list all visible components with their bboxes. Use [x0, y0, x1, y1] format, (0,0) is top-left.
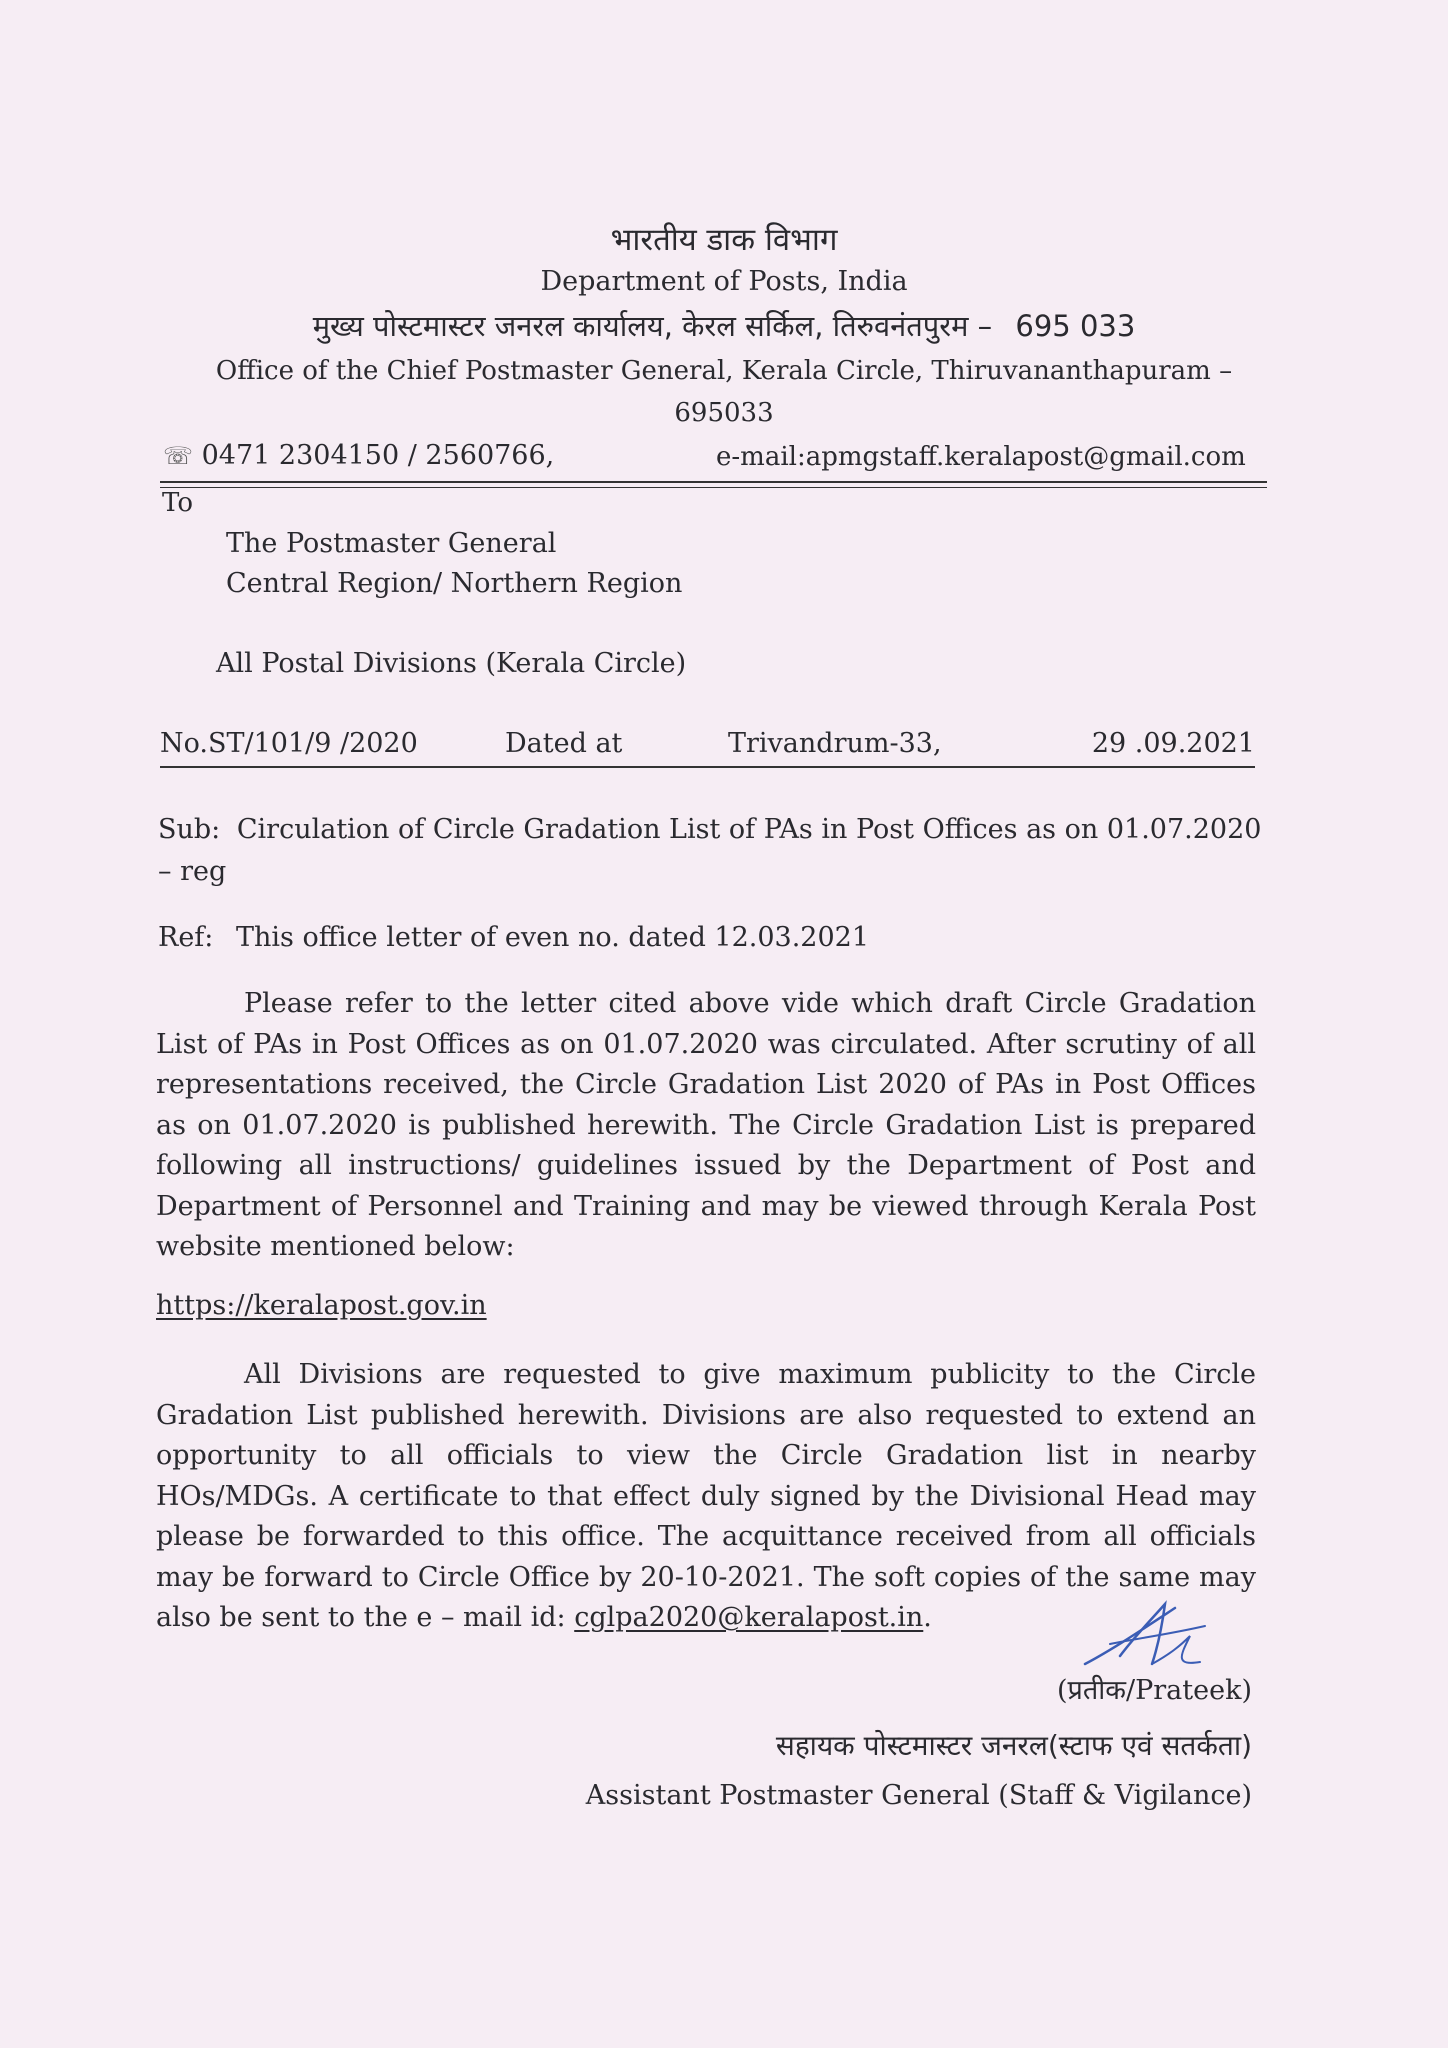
signature-stroke-1: [1085, 1608, 1175, 1664]
subject: [158, 814, 1261, 845]
ref-text: This office letter of even no. dated 12.03.2021: [236, 922, 870, 953]
addressee-line-1: The Postmaster General: [226, 528, 557, 559]
body-paragraph-2-text: All Divisions are requested to give maximum publicity to the Circle Gradation List published herewith. Divisions are also requested to extend an opportunity to all officials to view the Circle Gradation list in nearby HOs/MDGs. A certificate to that effect duly signed by the Divisional Head may please be forwarded to this office. The acquittance received from all officials may be forward to Circle Office by 20-10-2021. The soft copies of the same may also be sent to the e – mail id:: [156, 1359, 1256, 1633]
contact-email-link[interactable]: cglpa2020@keralapost.in: [574, 1602, 924, 1633]
department-name-english: Department of Posts, India: [540, 266, 908, 297]
ref-label: Ref:: [158, 922, 214, 953]
office-name-hindi: [0, 306, 1448, 345]
phone-numbers: [163, 440, 554, 471]
body-paragraph-1: Please refer to the letter cited above vide which draft Circle Gradation List of PAs in Post Offices as on 01.07.2020 was circulated. After scrutiny of all representations received, the Circle Gradation List 2020 of PAs in Post Offices as on 01.07.2020 is published herewith. The Circle Gradation List is prepared following all instructions/ guidelines issued by the Department of Post and Department of Personnel and Training and may be viewed through Kerala Post website mentioned below:: [156, 988, 1256, 1262]
office-name-english: Office of the Chief Postmaster General, Kerala Circle, Thiruvananthapuram –: [215, 356, 1233, 386]
paragraph-end: .: [923, 1602, 932, 1633]
office-pin-english: 695033: [674, 398, 774, 428]
signature-stroke-2: [1120, 1604, 1165, 1664]
signatory-name: (प्रतीक/Prateek): [1057, 1675, 1252, 1706]
office-email: e-mail:apmgstaff.keralapost@gmail.com: [716, 442, 1246, 472]
subject-label: Sub:: [158, 814, 221, 845]
reference-line: [160, 728, 1255, 768]
office-pin-hindi: 695 033: [1015, 309, 1136, 343]
letter-date: 29 .09.2021: [1091, 728, 1255, 759]
subject-continuation: – reg: [158, 856, 227, 887]
header-rule-top: [160, 481, 1267, 483]
addressee-line-3: All Postal Divisions (Kerala Circle): [216, 648, 687, 679]
designation-english: Assistant Postmaster General (Staff & Vigilance): [585, 1780, 1252, 1811]
phone-icon: ☏: [163, 442, 194, 470]
letter-number: No.ST/101/9 /2020: [160, 728, 418, 759]
to-label: To: [162, 488, 193, 518]
dated-at-label: Dated at: [505, 728, 623, 759]
website-link[interactable]: https://keralapost.gov.in: [156, 1290, 487, 1321]
place: Trivandrum-33,: [728, 728, 942, 759]
phone-text: 0471 2304150 / 2560766,: [201, 440, 555, 471]
designation-hindi: सहायक पोस्टमास्टर जनरल(स्टाफ एवं सतर्कता): [775, 1729, 1252, 1762]
handwritten-signature: [1080, 1596, 1210, 1676]
header-rule-bottom: [160, 487, 1267, 488]
department-name-hindi: भारतीय डाक विभाग: [610, 222, 838, 258]
subject-text: Circulation of Circle Gradation List of PAs in Post Offices as on 01.07.2020: [236, 814, 1262, 845]
office-name-hindi-text: मुख्य पोस्टमास्टर जनरल कार्यालय, केरल सर्किल, तिरुवनंतपुरम –: [312, 309, 993, 343]
reference: [158, 922, 869, 953]
addressee-line-2: Central Region/ Northern Region: [226, 568, 683, 599]
